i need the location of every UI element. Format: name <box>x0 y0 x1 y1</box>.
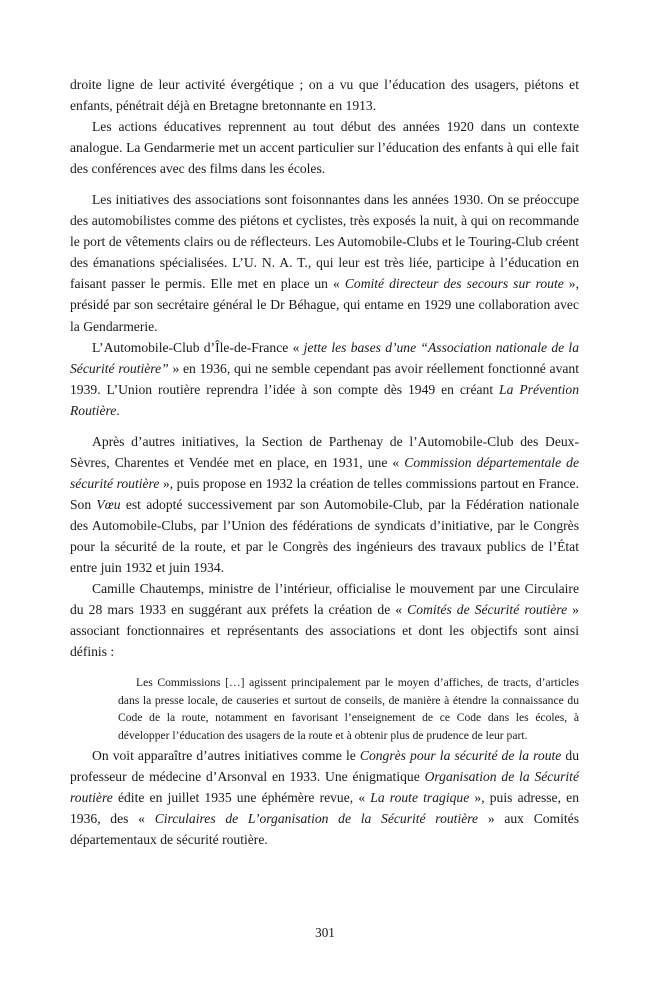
italic-run: Organisation de la Sécurité routière <box>70 768 579 805</box>
text-run: . <box>116 402 120 418</box>
text-run: est adopté successivement par son Automobile-Club, par la Fédération nationale des Automobile-Clubs, par l’Union des fédérations de syndicats d’initiative, par le Congrès pour la sécurité de la route, et par le Congrès des ingénieurs des travaux publics de l’État entre juin 1932 et juin 1934. <box>70 496 579 576</box>
block-quotation-text: Les Commissions […] agissent principalement par le moyen d’affiches, de tracts, d’articles dans la presse locale, de causeries et surtout de conseils, de manière à étendre la connaissance du Code de la route, notamment en favorisant l’enseignement de ce Code dans les écoles, à développer l’éducation des usagers de la route et à obtenir plus de prudence de leur part. <box>118 676 579 743</box>
text-run: édite en juillet 1935 une éphémère revue, « <box>112 789 371 805</box>
text-run: » en 1936, qui ne semble cependant pas avoir réellement fonctionné avant 1939. L’Union routière reprendra l’idée à son compte dès 1949 en créant <box>70 360 579 397</box>
text-run: Les actions éducatives reprennent au tout début des années 1920 dans un contexte analogue. La Gendarmerie met un accent particulier sur l’éducation des enfants à qui elle fait des conférences avec des films dans les écoles. <box>70 119 579 177</box>
italic-run: Comité directeur des secours sur route <box>344 276 564 292</box>
text-run: L’Automobile-Club d’Île-de-France « <box>92 339 304 355</box>
italic-run: Congrès pour la sécurité de la route <box>359 747 562 763</box>
text-run: », présidé par son secrétaire général le Dr Béhague, qui entame en 1929 une collaboration avec la Gendarmerie. <box>70 276 579 334</box>
italic-run: jette les bases d’une “Association nationale de la Sécurité routière” <box>70 339 579 376</box>
italic-run: Comités de Sécurité routière <box>407 602 568 618</box>
text-run: Camille Chautemps, ministre de l’intérieur, officialise le mouvement par une Circulaire du 28 mars 1933 en suggérant aux préfets la création de « <box>70 581 579 618</box>
paragraph-5 <box>70 431 579 578</box>
text-run: » associant fonctionnaires et représentants des associations et dont les objectifs sont ainsi définis : <box>70 602 579 660</box>
paragraph-3 <box>70 189 579 336</box>
block-quotation <box>118 674 579 744</box>
text-column <box>70 74 579 850</box>
paragraph-4 <box>70 337 579 421</box>
italic-run: Commission départementale de sécurité routière <box>70 454 579 491</box>
text-run: droite ligne de leur activité évergétique ; on a vu que l’éducation des usagers, piétons et enfants, pénétrait déjà en Bretagne bretonnante en 1913. <box>70 77 579 114</box>
text-run: Après d’autres initiatives, la Section de Parthenay de l’Automobile-Club des Deux-Sèvres, Charentes et Vendée met en place, en 1931, une « <box>70 433 579 470</box>
page-number: 301 <box>315 925 335 940</box>
text-run: », puis propose en 1932 la création de telles commissions partout en France. Son <box>70 475 579 512</box>
italic-run: Vœu <box>96 496 121 512</box>
paragraph-1 <box>70 74 579 116</box>
italic-run: Circulaires de L’organisation de la Sécurité routière <box>154 810 479 826</box>
text-run: » aux Comités départementaux de sécurité routière. <box>70 810 580 847</box>
paragraph-7 <box>70 745 579 850</box>
italic-run: La Prévention Routière <box>70 381 579 418</box>
italic-run: La route tragique <box>370 789 470 805</box>
text-run: On voit apparaître d’autres initiatives comme le <box>92 747 360 763</box>
text-run: », puis adresse, en 1936, des « <box>70 789 579 826</box>
paragraph-6 <box>70 578 579 662</box>
text-run: Les initiatives des associations sont foisonnantes dans les années 1930. On se préoccupe des automobilistes comme des piétons et cyclistes, très exposés la nuit, à qui on recommande le port de vêtements clairs ou de réflecteurs. Les Automobile-Clubs et le Touring-Club créent des émanations spécialisées. L’U. N. A. T., qui leur est très liée, participe à l’éducation en faisant passer le permis. Elle met en place un « <box>70 192 579 292</box>
text-run: du professeur de médecine d’Arsonval en 1933. Une énigmatique <box>70 747 579 784</box>
paragraph-2 <box>70 116 579 179</box>
